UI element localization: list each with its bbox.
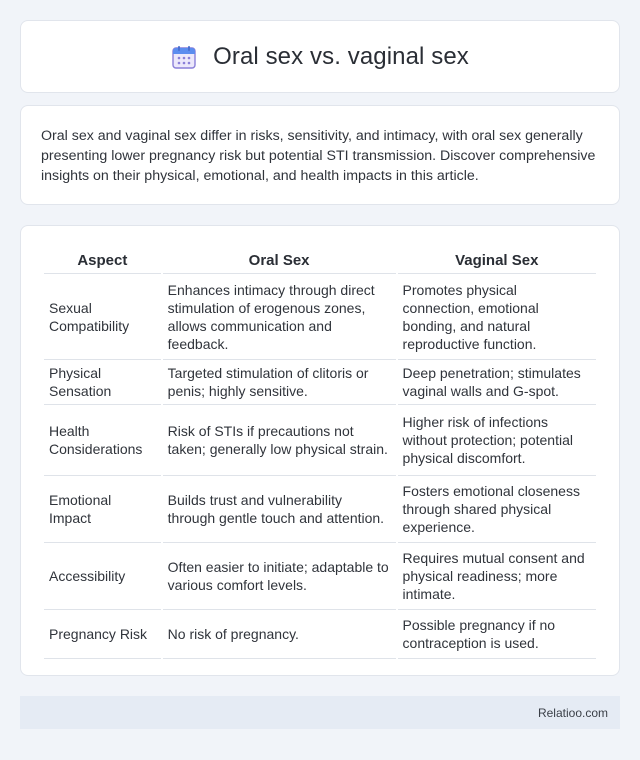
footer bbox=[20, 696, 620, 729]
vaginal-sex-cell: Promotes physical connection, emotional bonding, and natural reproductive function. bbox=[398, 274, 596, 360]
aspect-cell: Health Considerations bbox=[44, 405, 161, 476]
oral-sex-cell: Enhances intimacy through direct stimulation of erogenous zones, allows communication and feedback. bbox=[163, 274, 396, 360]
comparison-table-card bbox=[20, 225, 620, 676]
table-row bbox=[44, 543, 596, 610]
header-aspect: Aspect bbox=[44, 246, 161, 274]
calendar-icon bbox=[171, 44, 197, 70]
vaginal-sex-cell: Possible pregnancy if no contraception is used. bbox=[398, 610, 596, 659]
table-row bbox=[44, 476, 596, 543]
table-header-row bbox=[44, 246, 596, 274]
oral-sex-cell: Targeted stimulation of clitoris or penis; highly sensitive. bbox=[163, 360, 396, 405]
header-oral-sex: Oral Sex bbox=[163, 246, 396, 274]
table-row bbox=[44, 405, 596, 476]
table-row bbox=[44, 610, 596, 659]
aspect-cell: Accessibility bbox=[44, 543, 161, 610]
vaginal-sex-cell: Requires mutual consent and physical readiness; more intimate. bbox=[398, 543, 596, 610]
oral-sex-cell: Often easier to initiate; adaptable to various comfort levels. bbox=[163, 543, 396, 610]
comparison-table bbox=[42, 246, 598, 659]
aspect-cell: Physical Sensation bbox=[44, 360, 161, 405]
oral-sex-cell: Risk of STIs if precautions not taken; generally low physical strain. bbox=[163, 405, 396, 476]
footer-brand[interactable]: Relatioo.com bbox=[537, 705, 608, 720]
aspect-cell: Pregnancy Risk bbox=[44, 610, 161, 659]
aspect-cell: Sexual Compatibility bbox=[44, 274, 161, 360]
table-row bbox=[44, 274, 596, 360]
header-vaginal-sex: Vaginal Sex bbox=[398, 246, 596, 274]
aspect-cell: Emotional Impact bbox=[44, 476, 161, 543]
table-row bbox=[44, 360, 596, 405]
oral-sex-cell: No risk of pregnancy. bbox=[163, 610, 396, 659]
vaginal-sex-cell: Higher risk of infections without protection; potential physical discomfort. bbox=[398, 405, 596, 476]
vaginal-sex-cell: Fosters emotional closeness through shared physical experience. bbox=[398, 476, 596, 543]
vaginal-sex-cell: Deep penetration; stimulates vaginal walls and G-spot. bbox=[398, 360, 596, 405]
page-title: Oral sex vs. vaginal sex bbox=[213, 42, 469, 70]
title-card bbox=[20, 20, 620, 93]
intro-card bbox=[20, 105, 620, 205]
oral-sex-cell: Builds trust and vulnerability through gentle touch and attention. bbox=[163, 476, 396, 543]
intro-text: Oral sex and vaginal sex differ in risks, sensitivity, and intimacy, with oral sex generally presenting lower pregnancy risk but potential STI transmission. Discover comprehensive insights on their physical, emotional, and health impacts in this article. bbox=[41, 128, 596, 184]
